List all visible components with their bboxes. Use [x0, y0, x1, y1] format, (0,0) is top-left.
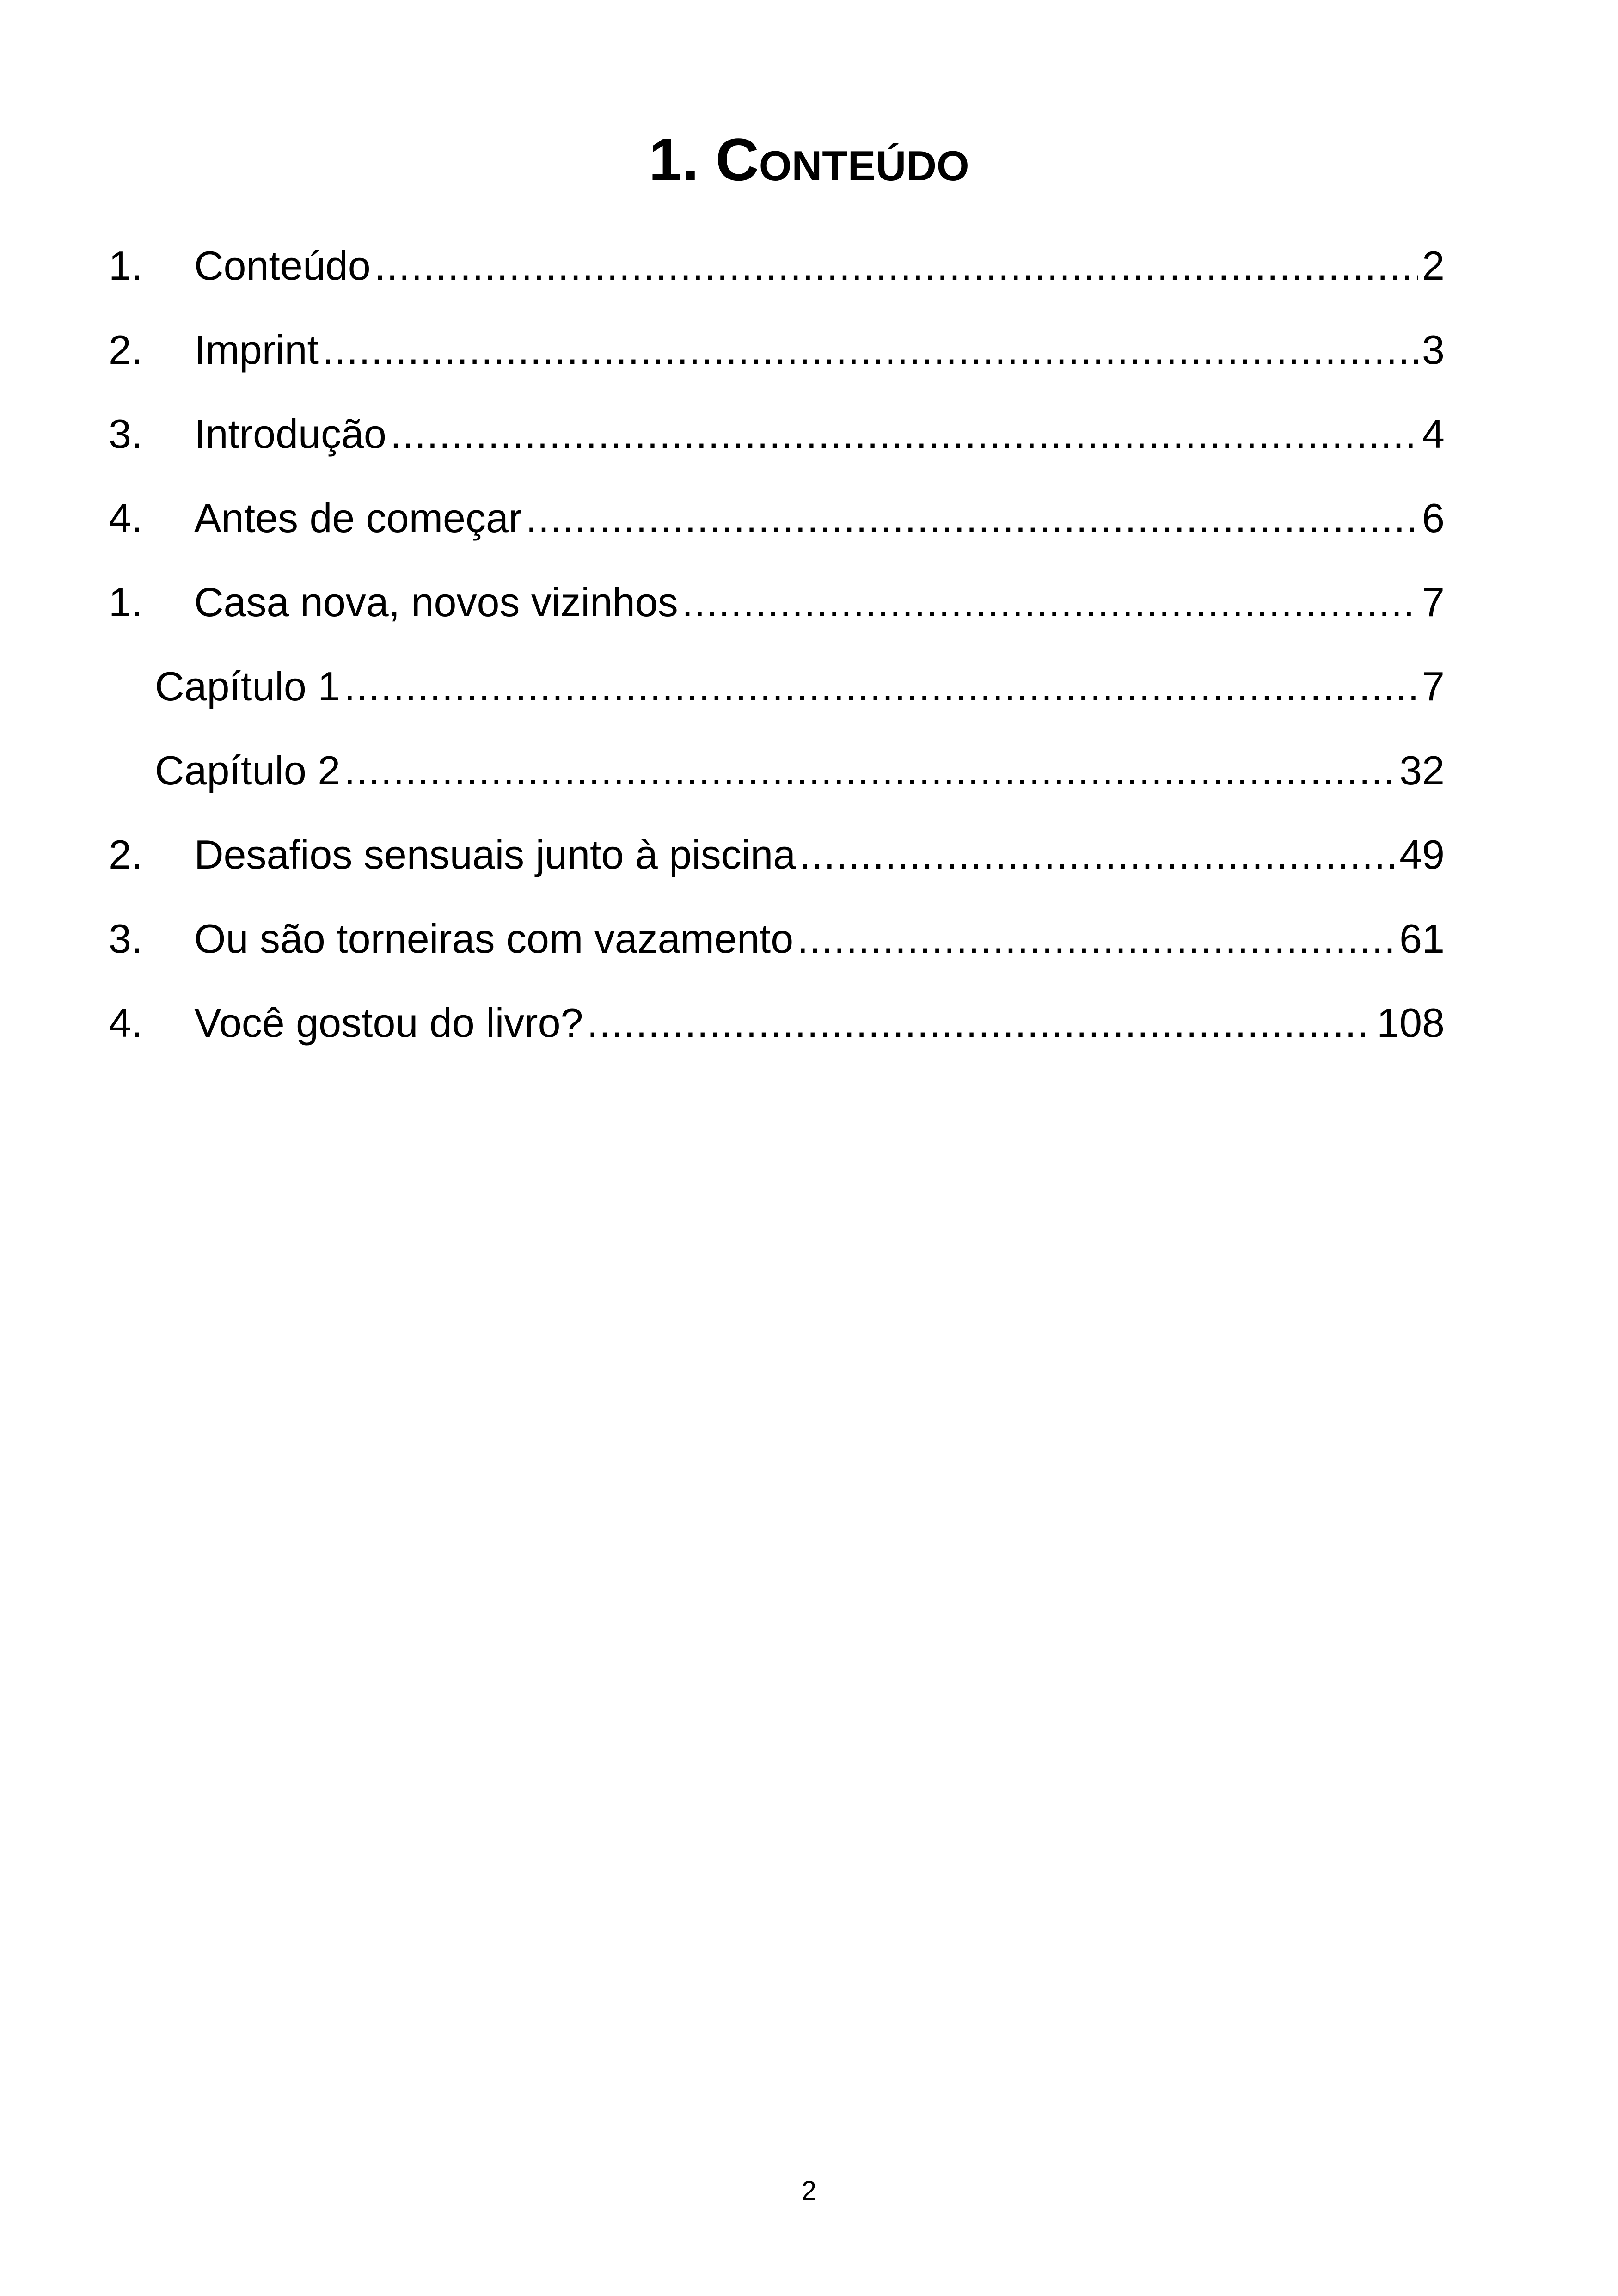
page-title [0, 118, 1618, 201]
toc-entry-title: Ou são torneiras com vazamento [194, 916, 794, 961]
toc-entry-number: 4. [109, 495, 143, 541]
toc-dot-leader [799, 829, 1396, 880]
page-number: 2 [801, 2176, 817, 2206]
toc-dot-leader [526, 493, 1418, 544]
toc-dot-leader [682, 577, 1418, 628]
toc-entry[interactable] [109, 231, 1445, 291]
toc-entry[interactable] [109, 988, 1445, 1048]
toc-entry-number: 2. [109, 832, 143, 877]
toc-entry-number: 3. [109, 411, 143, 457]
toc-subentry[interactable] [155, 652, 1445, 712]
toc-entry-number: 4. [109, 1000, 143, 1046]
title-number: 1. [649, 126, 699, 193]
title-rest: onteúdo [759, 126, 969, 193]
toc-entry-title: Capítulo 2 [155, 747, 341, 793]
toc-entry[interactable] [109, 315, 1445, 375]
toc-dot-leader [374, 240, 1418, 291]
toc-dot-leader [344, 745, 1396, 796]
toc-dot-leader [344, 661, 1418, 712]
toc-entry-title: Imprint [194, 327, 319, 373]
toc-entry-title: Você gostou do livro? [194, 1000, 583, 1046]
toc-subentry[interactable] [155, 736, 1445, 796]
toc-entry[interactable] [109, 904, 1445, 964]
toc-entry-page: 7 [1422, 579, 1445, 625]
toc-entry-title: Introdução [194, 411, 386, 457]
toc-dot-leader [390, 409, 1418, 459]
toc-dot-leader [797, 913, 1396, 964]
toc-entry-number: 3. [109, 916, 143, 961]
toc-entry-page: 49 [1399, 832, 1445, 877]
toc-entry-page: 32 [1399, 747, 1445, 793]
toc-entry-page: 2 [1422, 243, 1445, 288]
toc-entry-number: 1. [109, 579, 143, 625]
toc-entry-page: 4 [1422, 411, 1445, 457]
toc-entry[interactable] [109, 568, 1445, 628]
toc-entry-page: 6 [1422, 495, 1445, 541]
toc-entry-number: 1. [109, 243, 143, 288]
toc-entry-title: Conteúdo [194, 243, 371, 288]
toc-entry-page: 7 [1422, 663, 1445, 709]
toc-entry-title: Antes de começar [194, 495, 522, 541]
toc-dot-leader [587, 998, 1373, 1048]
toc-entry[interactable] [109, 820, 1445, 880]
toc-entry-page: 61 [1399, 916, 1445, 961]
toc-entry-title: Casa nova, novos vizinhos [194, 579, 678, 625]
title-initial: C [715, 126, 759, 193]
toc-entry-number: 2. [109, 327, 143, 373]
toc-entry-page: 108 [1377, 1000, 1445, 1046]
toc-entry-title: Capítulo 1 [155, 663, 341, 709]
toc-dot-leader [322, 325, 1418, 375]
toc-entry[interactable] [109, 484, 1445, 544]
toc-entry[interactable] [109, 399, 1445, 459]
toc-entry-title: Desafios sensuais junto à piscina [194, 832, 796, 877]
toc-entry-page: 3 [1422, 327, 1445, 373]
